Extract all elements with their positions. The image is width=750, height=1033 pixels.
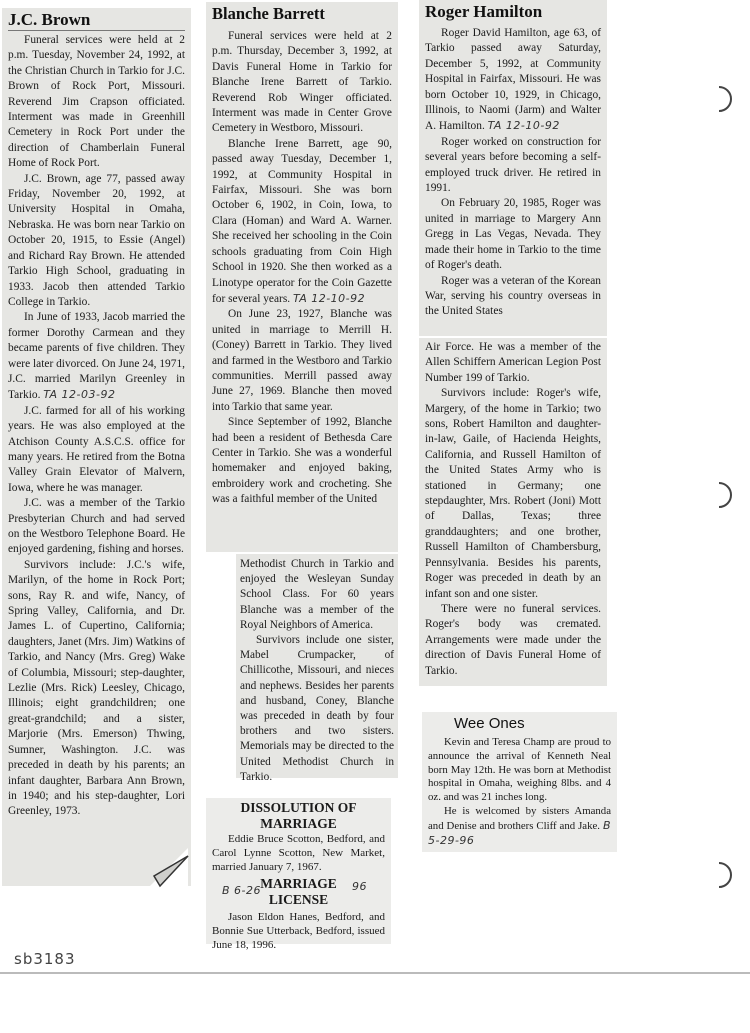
announcement-title: Wee Ones (454, 715, 525, 732)
page-label: sb3183 (14, 950, 76, 968)
binder-hole (706, 862, 732, 888)
paragraph: J.C. was a member of the Tarkio Presbyterian Church and had served on the Westboro Telephone Board. He enjoyed gardening, fishing and horses. (8, 497, 185, 556)
handwritten-note: TA 12-03-92 (43, 388, 116, 402)
handwritten-note: TA 12-10-92 (292, 291, 366, 305)
paragraph: Kevin and Teresa Champ are proud to announce the arrival of Kenneth Neal born May 12th. He was born at Methodist hospital in Omaha, weighing 8lbs. and 4 oz. and was 21 inches long. (428, 736, 611, 804)
handwritten-note: TA 12-10-92 (487, 119, 560, 133)
paragraph: Roger was a veteran of the Korean War, serving his country overseas in the United States (425, 274, 601, 318)
paragraph: Survivors include: Roger's wife, Margery, of the home in Tarkio; two sons, Robert Hamilton and daughter-in-law, Gaile, of Hacienda Heights, California, and Russell Hamilton of the United States Army who is stationed in Germany; one stepdaughter, Mrs. Robert (Joni) Mott of Dallas, Texas; three granddaughters; and one brother, Russell Hamilton of Chambersburg, Pennsylvania. Besides his parents, Roger was preceded in death by an infant son and one sister. (425, 387, 601, 600)
legal-notices (206, 798, 391, 951)
paragraph: In June of 1933, Jacob married the former Dorothy Carmean and they became parents of five children. They were later divorced. On June 24, 1971, J.C. married Marilyn Greenley in Tarkio. TA 12-03-92 (8, 311, 185, 402)
binder-hole (706, 86, 732, 112)
binder-hole (706, 482, 732, 508)
paragraph: Funeral services were held at 2 p.m. Tuesday, November 24, 1992, at the Christian Church in Tarkio for J.C. Brown of Rock Port, Missouri. Reverend Jim Crapson officiated. Interment was made in Greenhill Cemetery in Rock Port under the direction of Chamberlain Funeral Home of Rock Port. (8, 34, 185, 170)
paragraph: J.C. farmed for all of his working years. He was also employed at the Atchison County A.S.C.S. office for many years. He retired from the Botna Valley Grain Elevator of Malvern, Iowa, where he was manager. (8, 404, 185, 494)
paragraph: Survivors include: J.C.'s wife, Marilyn, of the home in Rock Port; sons, Ray R. and wife, Nancy, of Spring Valley, California, and Dr. James L. of Cupertino, California; daughters, Janet (Mrs. Jim) Watkins of Tarkio, and Nancy (Mrs. Greg) Wake of Columbia, Missouri; step-daughter, Lezlie (Mrs. Rick) Leesley, Chicago, Illinois; eight grandchildren; one great-grandchild; and a sister, Marjorie (Mrs. Emerson) Thwing, Sumner, Washington. J.C. was preceded in death by his parents; an infant daughter, Barbara Ann Brown, in 1940; and his step-daughter, Lori Greenley, 1973. (8, 558, 185, 818)
paragraph: Jason Eldon Hanes, Bedford, and Bonnie Sue Utterback, Bedford, issued June 18, 1996. (212, 911, 385, 951)
obituary-roger-hamilton-continued (419, 338, 607, 686)
curled-corner (148, 846, 190, 888)
paragraph: Survivors include one sister, Mabel Crumpacker, of Chillicothe, Missouri, and nieces and nephews. Besides her parents and husband, Coney, Blanche was preceded in death by four brothers and two sisters. Memorials may be directed to the United Methodist Church in Tarkio. (240, 634, 394, 783)
obituary-title: Blanche Barrett (212, 4, 325, 23)
paragraph: Blanche Irene Barrett, age 90, passed away Tuesday, December 1, 1992, at Community Hospital in Fairfax, Missouri. She was born October 6, 1902, in Coin, Iowa, to Clara (Homan) and Ward A. Warner. She received her schooling in the Coin schools graduating from Coin High School in 1920. She then worked as a Linotype operator for the Coin Gazette for several years. TA 12-10-92 (212, 137, 392, 305)
paragraph: He is welcomed by sisters Amanda and Denise and brothers Cliff and Jake. B 5-29-96 (428, 804, 611, 847)
obituary-roger-hamilton (419, 0, 607, 336)
paragraph: J.C. Brown, age 77, passed away Friday, November 20, 1992, at University Hospital in Omaha, Nebraska. He was born near Tarkio on October 20, 1915, to Essie (Angel) and Richard Ray Brown. He attended Tarkio High School, graduating in 1933. Jacob then attended Tarkio College in Tarkio. (8, 172, 185, 308)
paragraph: Eddie Bruce Scotton, Bedford, and Carol Lynne Scotton, New Market, married January 7, 1967. (212, 833, 385, 873)
handwritten-note: B 6-26 (222, 884, 262, 897)
notice-title: DISSOLUTION OF MARRIAGE (240, 800, 357, 831)
obituary-title: Roger Hamilton (425, 2, 543, 21)
paragraph: On June 23, 1927, Blanche was united in marriage to Merrill H. (Coney) Barrett in Tarkio. They lived and farmed in the Westboro and Tarkio communities. Merrill passed away June 27, 1969. Blanche then moved into Tarkio that same year. (212, 308, 392, 413)
paragraph: Air Force. He was a member of the Allen Schiffern American Legion Post Number 199 of Tarkio. (425, 341, 601, 384)
obituary-jc-brown (2, 8, 191, 886)
license-heading (212, 876, 385, 909)
obituary-blanche-barrett (206, 2, 398, 552)
paragraph: Roger worked on construction for several years before becoming a self-employed truck driver. He retired in 1991. (425, 135, 601, 195)
page-edge (0, 972, 750, 974)
obituary-title: J.C. Brown (8, 10, 185, 31)
paragraph: Since September of 1992, Blanche had been a resident of Bethesda Care Center in Tarkio. She was a wonderful homemaker and enjoyed baking, embroidery work and crocheting. She was a faithful member of the United (212, 416, 392, 506)
paragraph: Funeral services were held at 2 p.m. Thursday, December 3, 1992, at Davis Funeral Home in Tarkio for Blanche Irene Barrett of Tarkio. Reverend Rob Winger officiated. Interment was made in Center Grove Cemetery in Westboro, Missouri. (212, 30, 392, 135)
handwritten-note: B 5-29-96 (428, 818, 611, 847)
paragraph: Roger David Hamilton, age 63, of Tarkio passed away Saturday, December 5, 1992, at Community Hospital in Fairfax, Missouri. He was born October 10, 1929, in Chicago, Illinois, to Naomi (Jarm) and Walter A. Hamilton. TA 12-10-92 (425, 27, 601, 133)
handwritten-note: 96 (352, 880, 367, 893)
notice-title: MARRIAGE LICENSE (260, 876, 337, 907)
paragraph: There were no funeral services. Roger's body was cremated. Arrangements were made under the direction of Davis Funeral Home of Tarkio. (425, 602, 601, 677)
paragraph: On February 20, 1985, Roger was united in marriage to Margery Ann Gregg in Las Vegas, Nevada. They made their home in Tarkio to the time of Roger's death. (425, 197, 601, 272)
obituary-blanche-barrett-continued (236, 554, 398, 783)
paragraph: Methodist Church in Tarkio and enjoyed the Wesleyan Sunday School Class. For 60 years Blanche was a member of the Royal Neighbors of America. (240, 558, 394, 631)
birth-announcement (422, 712, 617, 852)
